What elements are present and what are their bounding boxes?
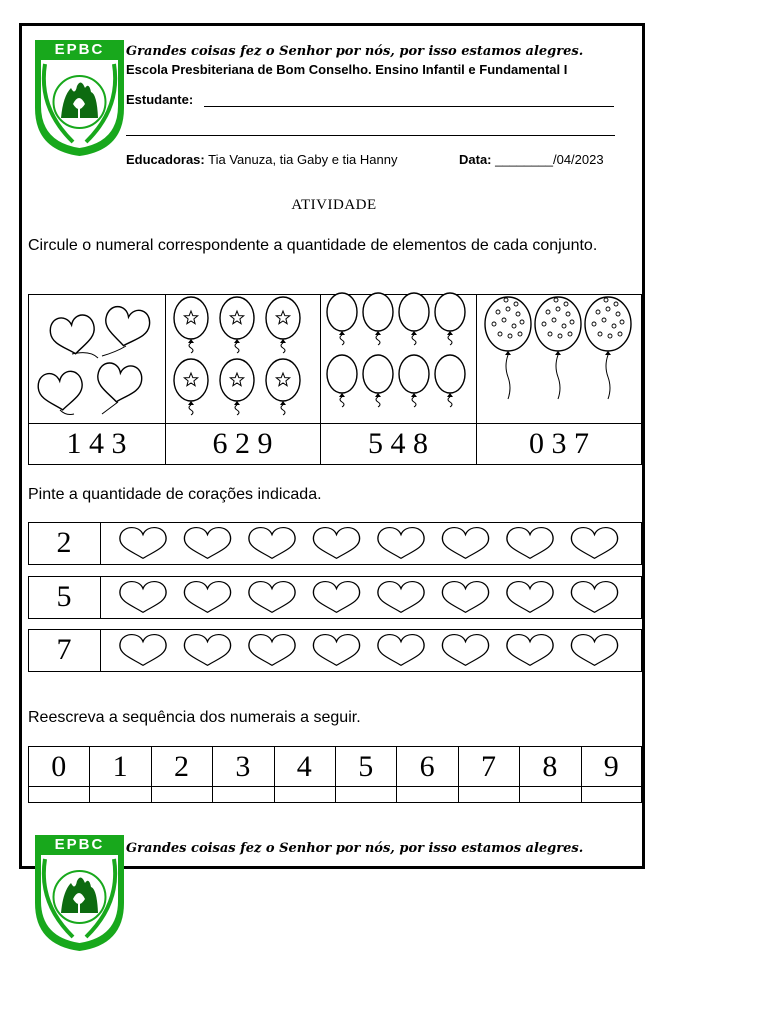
- sequence-col-divider: [274, 746, 275, 803]
- heart-balloon-icon: [102, 305, 152, 350]
- heart-icon[interactable]: [571, 528, 617, 559]
- heart-icon[interactable]: [378, 528, 424, 559]
- sequence-col-divider: [212, 746, 213, 803]
- educators-label: Educadoras:: [126, 152, 205, 167]
- star-balloon-icon: [220, 359, 254, 415]
- balloon-icon: [435, 293, 465, 345]
- activity-title: ATIVIDADE: [291, 197, 377, 213]
- sequence-answer-cell[interactable]: [28, 787, 89, 802]
- date-label: Data:: [459, 152, 492, 167]
- balloon-icon: [399, 355, 429, 407]
- heart-icon[interactable]: [313, 635, 359, 666]
- sequence-col-divider: [396, 746, 397, 803]
- sequence-answer-cell[interactable]: [89, 787, 150, 802]
- sequence-numeral: 1: [112, 750, 128, 783]
- counting-table-divider: [28, 423, 642, 424]
- sequence-answer-cell[interactable]: [151, 787, 212, 802]
- heart-icon[interactable]: [249, 528, 295, 559]
- heart-icon[interactable]: [120, 528, 166, 559]
- heart-balloon-icon: [49, 314, 98, 357]
- heart-icon[interactable]: [184, 635, 230, 666]
- balloon-icon: [435, 355, 465, 407]
- dotted-balloon-icon: [585, 297, 631, 399]
- balloon-icon: [363, 293, 393, 345]
- heart-icon[interactable]: [120, 582, 166, 613]
- sequence-answer-cell[interactable]: [581, 787, 642, 802]
- heart-row-number: 5: [56, 580, 72, 613]
- sequence-numeral: 6: [419, 750, 435, 783]
- sequence-col-divider: [151, 746, 152, 803]
- student-name-line[interactable]: [204, 106, 614, 107]
- star-balloon-icon: [266, 359, 300, 415]
- sequence-col-divider: [89, 746, 90, 803]
- balloon-icon: [399, 293, 429, 345]
- heart-icon[interactable]: [507, 635, 553, 666]
- student-label: Estudante:: [126, 92, 194, 107]
- heart-icon[interactable]: [249, 582, 295, 613]
- school-name: Escola Presbiteriana de Bom Conselho. Ensino Infantil e Fundamental I: [126, 62, 568, 77]
- sequence-answer-cell[interactable]: [335, 787, 396, 802]
- sequence-answer-cell[interactable]: [396, 787, 457, 802]
- heart-row-hearts: [101, 576, 641, 619]
- balloon-icon: [363, 355, 393, 407]
- heart-balloon-icon: [37, 370, 85, 412]
- sequence-answer-cell[interactable]: [212, 787, 273, 802]
- heart-icon[interactable]: [184, 582, 230, 613]
- sequence-answer-cell[interactable]: [458, 787, 519, 802]
- hearts-set-picture: [30, 296, 164, 422]
- footer-motto: Grandes coisas fez o Senhor por nós, por isso estamos alegres.: [126, 841, 584, 856]
- heart-icon[interactable]: [507, 582, 553, 613]
- task1-instruction: Circule o numeral correspondente a quantidade de elementos de cada conjunto.: [28, 237, 598, 254]
- sequence-numeral: 4: [296, 750, 312, 783]
- logo-text: EPBC: [54, 41, 105, 58]
- balloon-icon: [327, 293, 357, 345]
- heart-icon[interactable]: [571, 635, 617, 666]
- dotted-balloon-icon: [535, 297, 581, 399]
- heart-icon[interactable]: [313, 528, 359, 559]
- heart-icon[interactable]: [120, 635, 166, 666]
- dotted-balloons-set-picture: [478, 296, 641, 422]
- student-name-line-2[interactable]: [126, 135, 615, 136]
- star-balloons-set-picture: [167, 296, 319, 422]
- footer-school-logo: [33, 833, 126, 953]
- dotted-balloon-icon: [485, 297, 531, 399]
- heart-row-number: 2: [56, 526, 72, 559]
- set1-number-options[interactable]: 1 4 3: [66, 427, 127, 460]
- set2-number-options[interactable]: 6 2 9: [212, 427, 273, 460]
- task3-instruction: Reescreva a sequência dos numerais a seguir.: [28, 709, 361, 726]
- sequence-numeral: 7: [480, 750, 496, 783]
- heart-icon[interactable]: [571, 582, 617, 613]
- heart-row-number: 7: [56, 633, 72, 666]
- sequence-answer-cell[interactable]: [274, 787, 335, 802]
- heart-icon[interactable]: [378, 582, 424, 613]
- educators-names: Tia Vanuza, tia Gaby e tia Hanny: [208, 152, 398, 167]
- heart-icon[interactable]: [507, 528, 553, 559]
- heart-balloon-icon: [95, 362, 144, 405]
- educators-row: [126, 152, 397, 167]
- set4-number-options[interactable]: 0 3 7: [529, 427, 589, 460]
- school-logo: [33, 38, 126, 158]
- heart-icon[interactable]: [313, 582, 359, 613]
- logo-text: EPBC: [54, 836, 105, 853]
- balloon-icon: [327, 355, 357, 407]
- sequence-answer-cell[interactable]: [519, 787, 580, 802]
- star-balloon-icon: [174, 297, 208, 353]
- sequence-numeral: 2: [173, 750, 189, 783]
- heart-icon[interactable]: [184, 528, 230, 559]
- heart-row-hearts: [101, 629, 641, 672]
- sequence-col-divider: [581, 746, 582, 803]
- sequence-col-divider: [458, 746, 459, 803]
- set3-number-options[interactable]: 5 4 8: [368, 427, 428, 460]
- sequence-numeral: 8: [542, 750, 558, 783]
- heart-icon[interactable]: [442, 635, 488, 666]
- heart-row-hearts: [101, 522, 641, 565]
- sequence-numeral: 9: [603, 750, 619, 783]
- star-balloon-icon: [220, 297, 254, 353]
- sequence-numeral: 0: [51, 750, 67, 783]
- sequence-numeral: 3: [235, 750, 251, 783]
- heart-icon[interactable]: [249, 635, 295, 666]
- date-value: ________/04/2023: [495, 152, 604, 167]
- balloons-set-picture: [322, 296, 475, 422]
- star-balloon-icon: [174, 359, 208, 415]
- sequence-col-divider: [335, 746, 336, 803]
- star-balloon-icon: [266, 297, 300, 353]
- date-row: [459, 152, 604, 167]
- school-motto: Grandes coisas fez o Senhor por nós, por isso estamos alegres.: [126, 44, 584, 59]
- sequence-col-divider: [519, 746, 520, 803]
- heart-icon[interactable]: [378, 635, 424, 666]
- heart-icon[interactable]: [442, 528, 488, 559]
- task2-instruction: Pinte a quantidade de corações indicada.: [28, 486, 322, 503]
- sequence-numeral: 5: [358, 750, 374, 783]
- heart-icon[interactable]: [442, 582, 488, 613]
